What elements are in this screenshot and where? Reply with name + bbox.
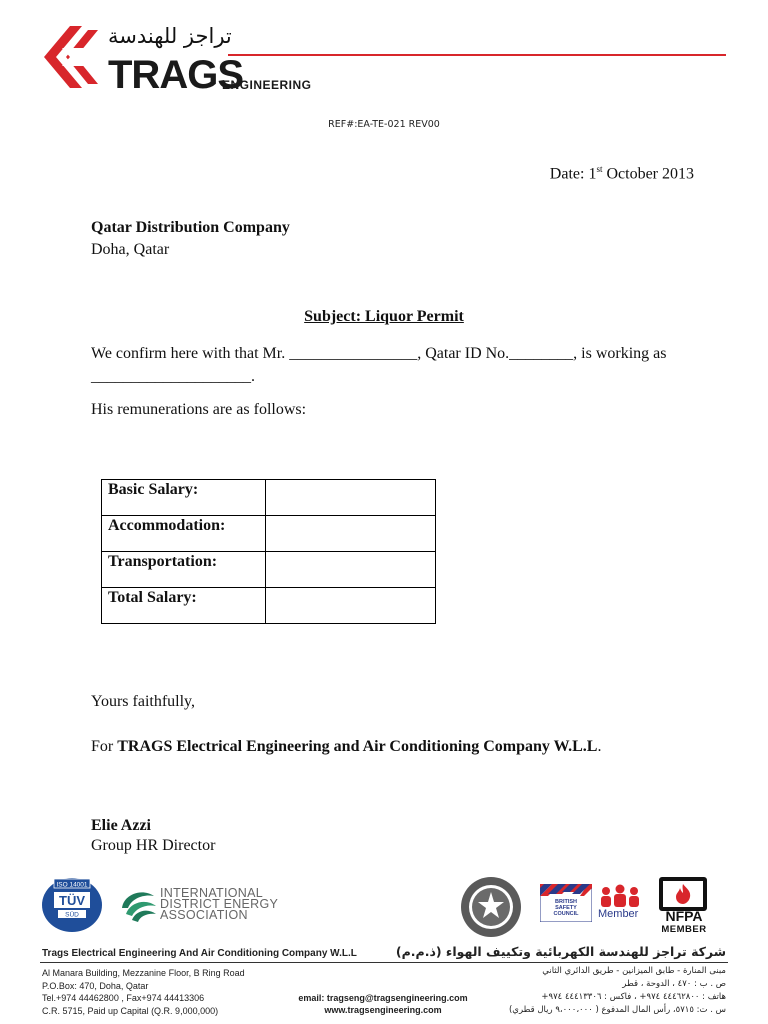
- trags-chevron-logo-icon: [42, 26, 102, 88]
- footer-contact: [288, 992, 478, 1016]
- footer-email: email: tragseng@tragsengineering.com: [298, 993, 468, 1003]
- signatory-title: Group HR Director: [91, 837, 216, 854]
- footer-website: www.tragsengineering.com: [324, 1005, 442, 1015]
- letter-date: Date: 1st October 2013: [549, 164, 694, 183]
- svg-text:COUNCIL: COUNCIL: [553, 911, 579, 917]
- signatory-name: Elie Azzi: [91, 817, 151, 834]
- table-row: [102, 552, 436, 588]
- british-safety-council-logo-icon: [540, 884, 592, 922]
- salary-value: [266, 480, 436, 516]
- idea-logo-text: INTERNATIONAL DISTRICT ENERGY ASSOCIATION: [160, 886, 279, 922]
- letterhead-arabic-name: تراجز للهندسة: [108, 24, 232, 48]
- member-people-icon: [598, 884, 642, 908]
- nfpa-member-label: NFPA MEMBER: [661, 908, 707, 935]
- footer-address-english: Al Manara Building, Mezzanine Floor, B Ring Road P.O.Box: 470, Doha, Qatar Tel.+974 44462800 , Fax+974 44413306 C.R. 5715, Paid up Capital (Q.R. 9,000,000): [42, 968, 245, 1016]
- reference-number: REF#:EA-TE-021 REV00: [328, 119, 440, 130]
- recipient-company: Qatar Distribution Company: [91, 219, 290, 236]
- letterhead-brand-sub: ENGINEERING: [222, 78, 312, 92]
- body-paragraph-confirm: We confirm here with that Mr. ________________, Qatar ID No.________, is working as ____________________.: [91, 345, 667, 385]
- nfpa-flame-icon: [659, 877, 707, 911]
- closing-salutation: Yours faithfully,: [91, 693, 196, 710]
- footer-company-arabic: شركة تراجز للهندسة الكهربائية وتكييف الهواء (ذ.م.م): [395, 944, 726, 959]
- salary-label: Transportation:: [102, 552, 266, 588]
- footer-divider: [40, 962, 728, 963]
- green-building-council-seal-icon: [460, 876, 522, 938]
- tuv-iso-logo-icon: [40, 876, 104, 934]
- footer-address-arabic: مبنى المنارة - طابق الميزانين - طريق الدائري الثاني ص . ب : ٤٧٠ ، الدوحة ، قطر هاتف : ٤٤٤٦٢٨٠٠ ٩٧٤+ ، فاكس : ٤٤٤١٣٣٠٦ ٩٧٤+ س . ت: ٥٧١٥، رأس المال المدفوع ( ٩،٠٠٠،٠٠٠ ريال قطري): [508, 966, 726, 1015]
- idea-swirl-icon: [118, 886, 160, 926]
- salary-table: [101, 479, 436, 624]
- salary-value: [266, 588, 436, 624]
- table-row: [102, 516, 436, 552]
- svg-text:SÜD: SÜD: [65, 911, 79, 919]
- body-paragraph-remuneration: His remunerations are as follows:: [91, 401, 307, 418]
- salary-value: [266, 552, 436, 588]
- letterhead-red-rule: [228, 54, 726, 56]
- svg-text:TÜV: TÜV: [59, 893, 85, 908]
- salary-label: Accommodation:: [102, 516, 266, 552]
- salary-value: [266, 516, 436, 552]
- subject-line: Subject: Liquor Permit: [304, 308, 464, 325]
- svg-text:SAFETY: SAFETY: [555, 905, 577, 911]
- table-row: [102, 588, 436, 624]
- member-label: Member: [598, 908, 639, 920]
- salary-label: Basic Salary:: [102, 480, 266, 516]
- footer-company-english: Trags Electrical Engineering And Air Conditioning Company W.L.L: [42, 948, 357, 959]
- letterhead-brand: TRAGS: [108, 53, 243, 97]
- svg-text:BRITISH: BRITISH: [555, 899, 577, 905]
- for-company-line: For TRAGS Electrical Engineering and Air Conditioning Company W.L.L.: [91, 738, 602, 755]
- recipient-city: Doha, Qatar: [91, 241, 170, 258]
- svg-text:ISO 14001: ISO 14001: [56, 881, 88, 889]
- salary-label: Total Salary:: [102, 588, 266, 624]
- table-row: [102, 480, 436, 516]
